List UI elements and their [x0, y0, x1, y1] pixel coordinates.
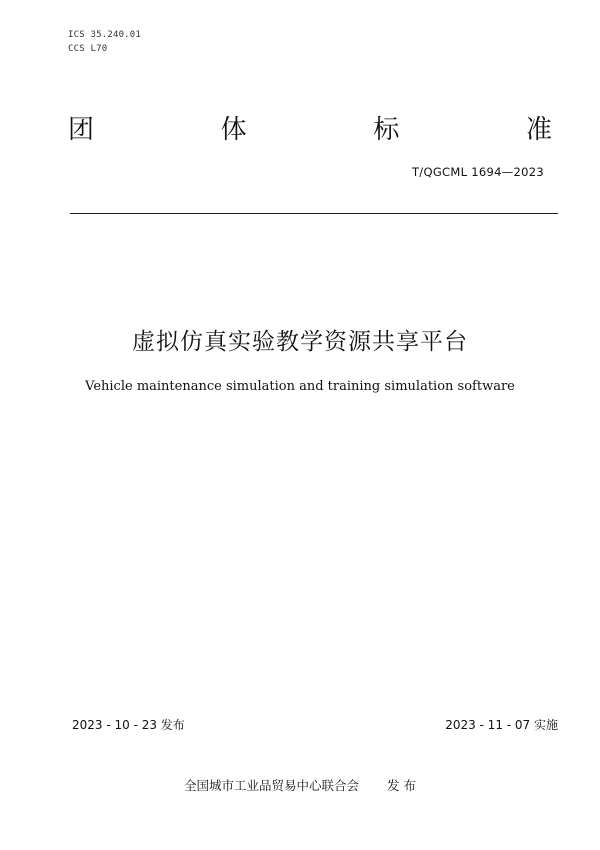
- ccs-code: CCS L70: [68, 44, 108, 54]
- effective-date: 2023 - 11 - 07 实施: [445, 718, 558, 732]
- standard-type-char: 标: [373, 115, 400, 145]
- standard-number: T/QGCML 1694—2023: [411, 165, 544, 179]
- standard-type-char: 团: [68, 115, 95, 145]
- issuer-action: 发 布: [387, 778, 416, 793]
- standard-type-heading: [68, 114, 552, 146]
- issue-date: 2023 - 10 - 23 发布: [72, 718, 185, 732]
- standard-type-char: 体: [220, 115, 247, 145]
- issuing-organization: [0, 776, 600, 794]
- ics-code: ICS 35.240.01: [68, 30, 142, 40]
- classification-codes: [68, 28, 141, 56]
- document-title-chinese: 虚拟仿真实验教学资源共享平台: [132, 329, 468, 355]
- header-divider: [70, 213, 558, 214]
- standard-type-char: 准: [525, 115, 552, 145]
- issuer-name: 全国城市工业品贸易中心联合会: [184, 778, 360, 793]
- document-title-english: Vehicle maintenance simulation and training simulation software: [85, 379, 515, 394]
